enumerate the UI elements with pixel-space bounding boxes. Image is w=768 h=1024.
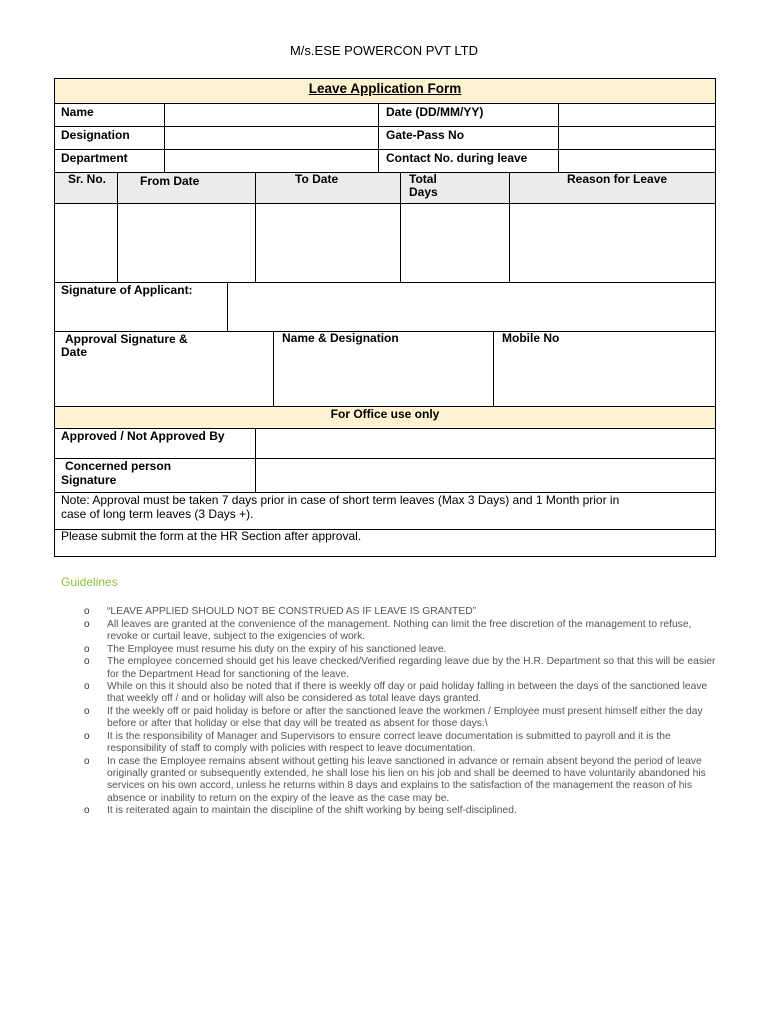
applicant-signature-field[interactable]	[228, 283, 715, 330]
list-item: o If the weekly off or paid holiday is before or after the sanctioned leave the workmen / Employee must present himself either the day before or after that holiday or else that day will be treated as absent for those days.\	[84, 706, 703, 730]
contact-field[interactable]	[559, 150, 715, 171]
date-field[interactable]	[559, 104, 715, 125]
name-designation-label: Name & Designation	[282, 331, 399, 345]
rule	[378, 103, 379, 172]
approval-signature-label: Approval Signature &	[65, 332, 188, 346]
applicant-signature-label: Signature of Applicant:	[61, 283, 193, 297]
leave-row-cell[interactable]	[55, 204, 117, 281]
approval-note-line1: Note: Approval must be taken 7 days prior in case of short term leaves (Max 3 Days) and 1 Month prior in	[61, 493, 620, 507]
rule	[273, 331, 274, 406]
bullet: o	[84, 681, 90, 693]
gatepass-field[interactable]	[559, 127, 715, 148]
list-item: o While on this it should also be noted that if there is weekly off day or paid holiday falling in between the days of the sanctioned leave that weekly off / and or holiday will also be considered as total leave days granted.	[84, 681, 708, 705]
list-item: o The Employee must resume his duty on the expiry of his sanctioned leave.	[84, 643, 447, 655]
bullet: o	[84, 731, 90, 743]
col-sr-no: Sr. No.	[68, 172, 107, 186]
list-item: o “LEAVE APPLIED SHOULD NOT BE CONSTRUED AS IF LEAVE IS GRANTED”	[84, 606, 477, 617]
bullet: o	[84, 606, 90, 617]
col-to-date: To Date	[295, 172, 339, 186]
date-label: Date (DD/MM/YY)	[386, 105, 484, 119]
concerned-signature-label: Signature	[61, 473, 117, 487]
company-name: M/s.ESE POWERCON PVT LTD	[289, 43, 479, 58]
bullet: o	[84, 643, 90, 655]
rule	[493, 331, 494, 406]
bullet: o	[84, 755, 90, 767]
gatepass-label: Gate-Pass No	[386, 128, 465, 142]
list-item: o In case the Employee remains absent without getting his leave sanctioned in advance or remain absent beyond the period of leave originally granted or subsequently extended, he shall lose his lien on his job and shall be deemed to have voluntarily abandoned his services on his own accord, unless he returns within 8 days and explains to the satisfaction of the management the reason of his absence or inability to return on the expiry of the leave as the case may be.	[84, 755, 706, 804]
list-item: o The employee concerned should get his leave checked/Verified regarding leave due by the H.R. Department so that this will be easier for the Department Head for sanctioning of the leave.	[84, 656, 716, 680]
guidelines-title: Guidelines	[61, 575, 118, 589]
form-title: Leave Application Form	[308, 81, 462, 96]
bullet: o	[84, 618, 90, 630]
concerned-signature-field[interactable]	[256, 459, 715, 491]
department-label: Department	[61, 151, 128, 165]
leave-row-cell[interactable]	[256, 204, 400, 281]
department-field[interactable]	[165, 150, 377, 171]
submit-note: Please submit the form at the HR Section after approval.	[61, 529, 362, 543]
approval-note-line2: case of long term leaves (3 Days +).	[61, 507, 254, 521]
col-reason: Reason for Leave	[567, 172, 668, 186]
leave-row-cell[interactable]	[401, 204, 509, 281]
approval-date-label: Date	[61, 345, 88, 359]
col-total-days: Days	[409, 185, 438, 199]
designation-label: Designation	[61, 128, 130, 142]
col-from-date: From Date	[140, 174, 200, 188]
approved-by-field[interactable]	[256, 429, 715, 457]
bullet: o	[84, 706, 90, 718]
approved-by-label: Approved / Not Approved By	[61, 429, 225, 443]
name-label: Name	[61, 105, 94, 119]
bullet: o	[84, 656, 90, 668]
bullet: o	[84, 805, 90, 817]
designation-field[interactable]	[165, 127, 377, 148]
concerned-person-label: Concerned person	[65, 459, 172, 473]
office-use-heading: For Office use only	[330, 407, 440, 421]
col-total: Total	[409, 172, 437, 186]
contact-label: Contact No. during leave	[386, 151, 528, 165]
leave-row-cell[interactable]	[118, 204, 255, 281]
mobile-label: Mobile No	[502, 331, 560, 345]
list-item: o All leaves are granted at the convenience of the management. Nothing can limit the free discretion of the management to refuse, revoke or curtail leave, subject to the exigencies of work.	[84, 618, 692, 642]
list-item: o It is reiterated again to maintain the discipline of the shift working by being self-disciplined.	[84, 805, 517, 817]
name-field[interactable]	[165, 104, 377, 125]
list-item: o It is the responsibility of Manager and Supervisors to ensure correct leave documentation is submitted to payroll and it is the responsibility of staff to comply with policies with respect to leave documentation.	[84, 731, 671, 755]
guidelines-list	[84, 606, 724, 818]
leave-row-cell[interactable]	[510, 204, 715, 281]
